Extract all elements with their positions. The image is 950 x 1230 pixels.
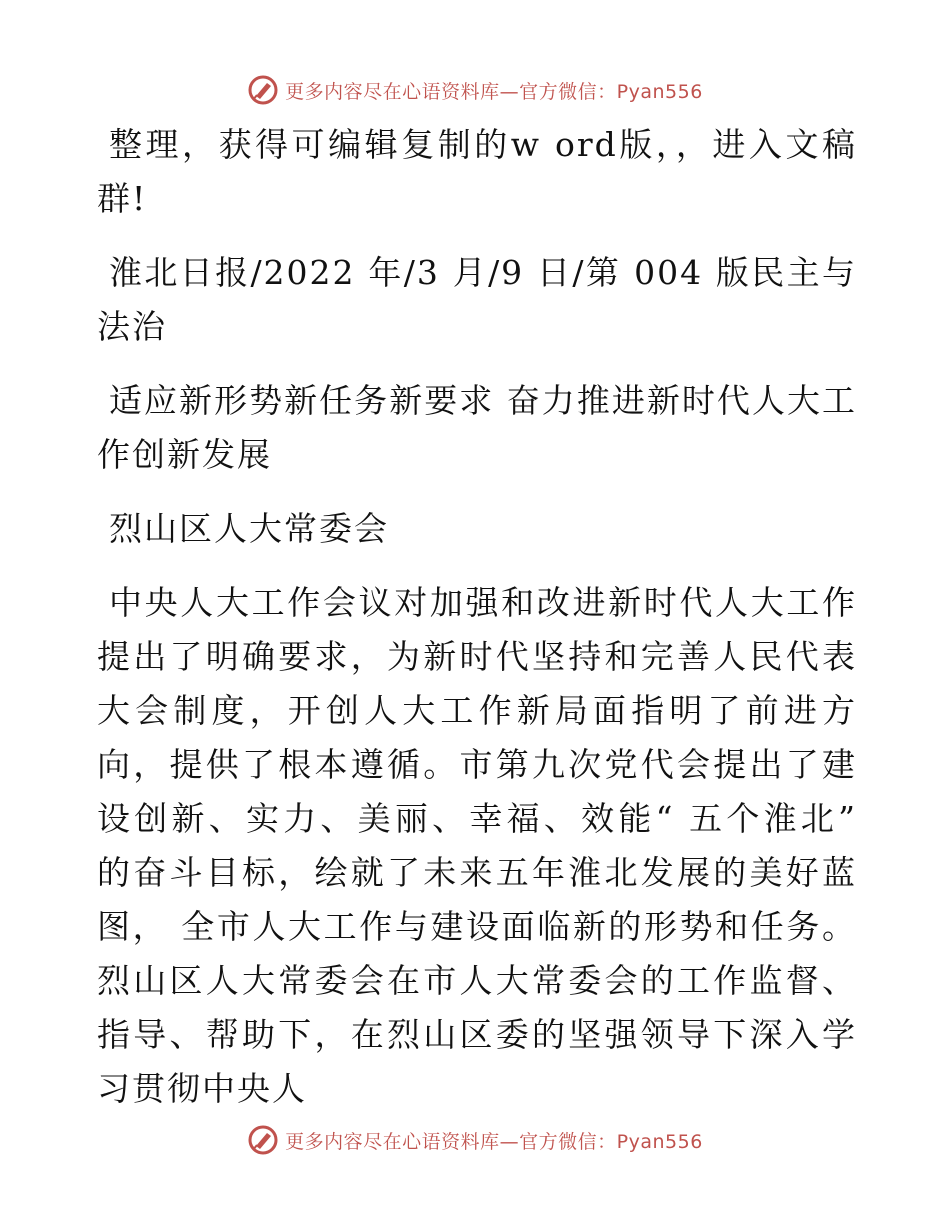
red-circle-pen-logo-icon (247, 74, 279, 106)
watermark-text: 更多内容尽在心语资料库—官方微信：Pyan556 (285, 80, 703, 103)
article-author: 烈山区人大常委会 (109, 509, 389, 548)
footer-watermark-banner (0, 1120, 950, 1160)
header-watermark-banner (0, 70, 950, 110)
article-title: 适应新形势新任务新要求 奋力推进新时代人大工作创新发展 (97, 381, 857, 474)
article-body-paragraph: 中央人大工作会议对加强和改进新时代人大工作提出了明确要求，为新时代坚持和完善人民代表大会制度，开创人大工作新局面指明了前进方向，提供了根本遵循。市第九次党代会提出了建设创新、实力、美丽、幸福、效能“ 五个淮北” 的奋斗目标，绘就了未来五年淮北发展的美好蓝图， 全市人大工作与建设面临新的形势和任务。 烈山区人大常委会在市人大常委会的工作监督、指导、帮助下，在烈山区委的坚强领导下深入学习贯彻中央人 (97, 583, 857, 1108)
red-circle-pen-logo-icon (247, 1124, 279, 1156)
source-line: 淮北日报/2022 年/3 月/9 日/第 004 版民主与法治 (97, 253, 857, 346)
document-body (97, 118, 857, 1116)
watermark-text: 更多内容尽在心语资料库—官方微信：Pyan556 (285, 1130, 703, 1153)
intro-note: 整理，获得可编辑复制的w ord版，，进入文稿群! (97, 125, 857, 218)
